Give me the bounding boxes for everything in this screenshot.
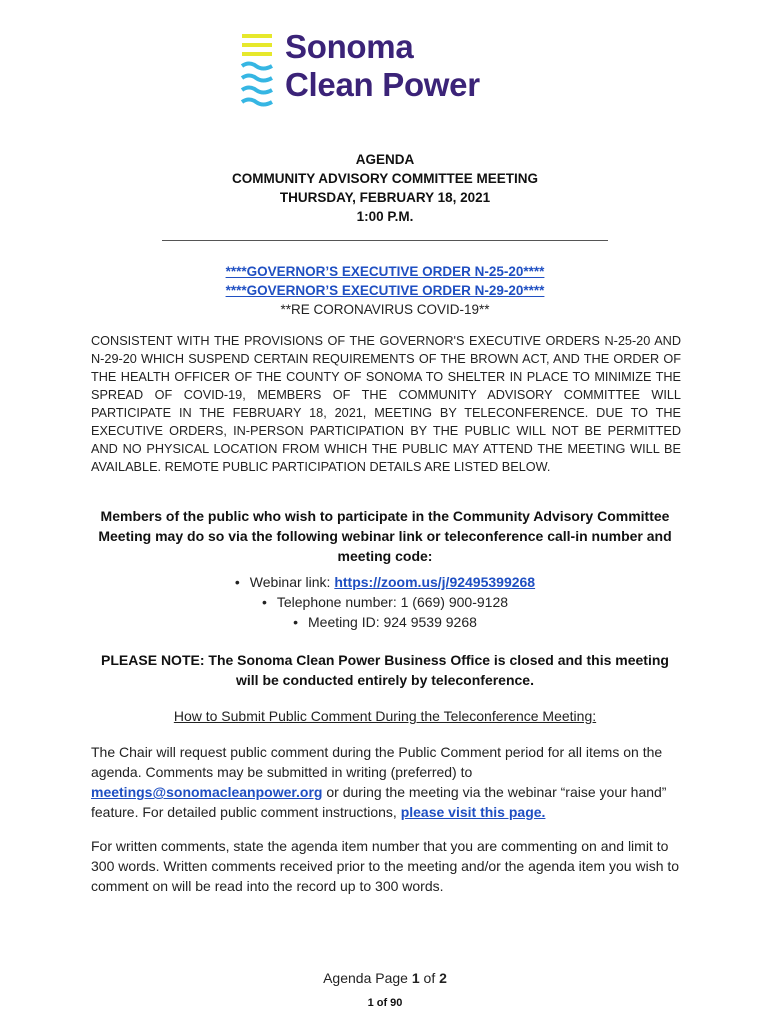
heading-agenda: AGENDA — [355, 152, 415, 167]
footer-page: 1 — [411, 970, 420, 986]
list-item-telephone — [0, 592, 770, 612]
participation-intro: Members of the public who wish to participate in the Community Advisory Committee Meeting may do so via the following webinar link or teleconference call-in number and meeting code: — [98, 508, 672, 564]
sonoma-clean-power-logo — [240, 30, 540, 110]
executive-order-n-25-20-link[interactable]: ****GOVERNOR’S EXECUTIVE ORDER N-25-20**** — [225, 264, 545, 279]
paragraph1-middle: or during the meeting via the webinar “raise your hand” feature. For detailed public comment instructions, — [91, 784, 667, 820]
executive-orders — [0, 262, 770, 319]
webinar-link[interactable]: https://zoom.us/j/92495399268 — [334, 574, 536, 590]
public-comment-heading: How to Submit Public Comment During the Teleconference Meeting: — [173, 708, 597, 724]
page-counter: 1 of 90 — [367, 997, 403, 1009]
logo-line-1: Sonoma — [285, 28, 414, 65]
agenda-heading — [0, 150, 770, 226]
footer-of: of — [419, 970, 440, 986]
telephone-number: Telephone number: 1 (669) 900-9128 — [276, 594, 509, 610]
heading-time: 1:00 P.M. — [356, 209, 414, 224]
paragraph1-before: The Chair will request public comment during the Public Comment period for all items on the agenda. Comments may be submitted in writing (preferred) to — [91, 744, 663, 780]
covid-note: **RE CORONAVIRUS COVID-19** — [280, 302, 490, 317]
brown-act-notice: CONSISTENT WITH THE PROVISIONS OF THE GOVERNOR'S EXECUTIVE ORDERS N-25-20 AND N-29-20 WHICH SUSPEND CERTAIN REQUIREMENTS OF THE BROWN ACT, AND THE ORDER OF THE HEALTH OFFICER OF THE COUNTY OF SONOMA TO SHELTER IN PLACE TO MINIMIZE THE SPREAD OF COVID-19, MEMBERS OF THE COMMUNITY ADVISORY COMMITTEE WILL PARTICIPATE IN THE FEBRUARY 18, 2021, MEETING BY TELECONFERENCE. DUE TO THE EXECUTIVE ORDERS, IN-PERSON PARTICIPATION BY THE PUBLIC WILL NOT BE PERMITTED AND NO PHYSICAL LOCATION FROM WHICH THE PUBLIC MAY ATTEND THE MEETING WILL BE AVAILABLE. REMOTE PUBLIC PARTICIPATION DETAILS ARE LISTED BELOW. — [91, 334, 681, 474]
footer-prefix: Agenda Page — [323, 970, 412, 986]
logo-line-2: Clean Power — [285, 66, 480, 103]
list-item-meeting-id — [0, 612, 770, 632]
logo-mark-icon — [240, 32, 278, 108]
email-link[interactable]: meetings@sonomacleanpower.org — [91, 784, 323, 800]
footer-total: 2 — [439, 970, 447, 986]
executive-order-n-29-20-link[interactable]: ****GOVERNOR’S EXECUTIVE ORDER N-29-20**** — [225, 283, 545, 298]
bullet-icon: • — [261, 594, 267, 610]
logo-wordmark — [285, 28, 480, 104]
heading-divider — [162, 240, 608, 241]
bullet-icon: • — [234, 574, 240, 590]
instructions-link[interactable]: please visit this page. — [400, 804, 546, 820]
agenda-page-footer — [0, 968, 770, 988]
bullet-icon: • — [293, 614, 298, 630]
heading-date: THURSDAY, FEBRUARY 18, 2021 — [279, 190, 491, 205]
written-comments-paragraph: For written comments, state the agenda item number that you are commenting on and limit to 300 words. Written comments received prior to the meeting and/or the agenda item you wish to comment on will be read into the record up to 300 words. — [91, 838, 680, 894]
meeting-id: Meeting ID: 924 9539 9268 — [308, 614, 477, 630]
public-comment-paragraph — [91, 742, 691, 822]
heading-committee: COMMUNITY ADVISORY COMMITTEE MEETING — [231, 171, 538, 186]
participation-list — [0, 572, 770, 632]
list-item-webinar — [0, 572, 770, 592]
webinar-label: Webinar link: — [249, 574, 335, 590]
please-note: PLEASE NOTE: The Sonoma Clean Power Business Office is closed and this meeting will be conducted entirely by teleconference. — [101, 652, 669, 688]
